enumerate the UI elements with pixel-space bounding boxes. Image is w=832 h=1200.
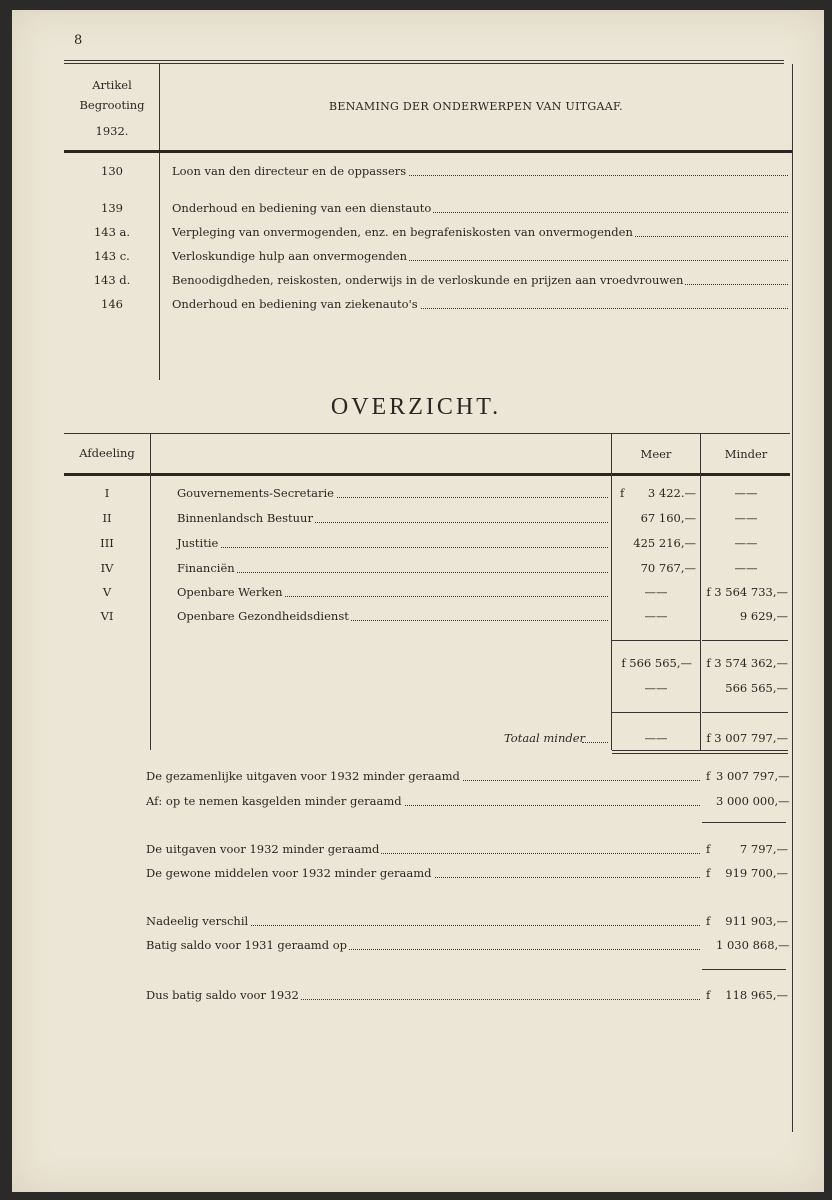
summary-value: 3 007 797,— — [716, 769, 790, 783]
department-col-divider — [150, 434, 151, 750]
subtotal-less: f 3 574 362,— — [706, 656, 788, 670]
less-value: 9 629,— — [739, 609, 788, 623]
summary-text: Batig saldo voor 1931 geraamd op — [146, 938, 348, 952]
offset-more: —— — [644, 681, 668, 695]
more-prefix: f — [620, 486, 625, 500]
total-rule-less — [702, 712, 788, 713]
header-article-line2: Begrooting — [79, 98, 145, 112]
summary-prefix: f — [706, 914, 711, 928]
more-less-col-divider — [700, 434, 701, 750]
article-column-divider — [159, 64, 160, 380]
department-name: Openbare Werken — [177, 585, 283, 599]
department-name: Financiën — [177, 561, 235, 575]
summary-prefix: f — [706, 769, 711, 783]
summary-text: De gezamenlijke uitgaven voor 1932 minder geraamd — [146, 769, 460, 783]
less-value: f 3 564 733,— — [706, 585, 788, 599]
less-value: —— — [734, 486, 758, 500]
department-number: IV — [100, 561, 114, 575]
department-name: Binnenlandsch Bestuur — [177, 511, 313, 525]
department-leader — [185, 572, 608, 573]
department-name: Openbare Gezondheidsdienst — [177, 609, 349, 623]
article-description: Verloskundige hulp aan onvermogenden — [172, 249, 408, 263]
overview-title: OVERZICHT. — [330, 394, 502, 420]
page-number: 8 — [74, 33, 83, 48]
summary-rule-2 — [702, 969, 786, 970]
more-value: 425 216,— — [633, 536, 696, 550]
summary-prefix: f — [706, 842, 711, 856]
header-article-line1: Artikel — [92, 78, 132, 92]
top-rule — [64, 60, 784, 61]
col-less-header: Minder — [724, 447, 768, 461]
overview-header-underline — [64, 473, 790, 476]
article-description: Onderhoud en bediening van een dienstauto — [172, 201, 432, 215]
header-article-line3: 1932. — [95, 124, 129, 138]
col-department-header: Afdeeling — [79, 446, 135, 460]
summary-value: 911 903,— — [716, 914, 788, 928]
article-description: Verpleging van onvermogenden, enz. en begrafeniskosten van onvermogenden — [172, 225, 633, 239]
summary-text: De gewone middelen voor 1932 minder geraamd — [146, 866, 432, 880]
summary-value: 7 797,— — [716, 842, 788, 856]
subtotal-more: f 566 565,— — [621, 656, 692, 670]
offset-less: 566 565,— — [725, 681, 788, 695]
article-description: Onderhoud en bediening van ziekenauto's — [172, 297, 418, 311]
summary-text: Nadeelig verschil — [146, 914, 249, 928]
total-rule-more — [612, 712, 700, 713]
department-name: Justitie — [177, 536, 219, 550]
more-value: 3 422.— — [647, 486, 696, 500]
department-name: Gouvernements-Secretarie — [177, 486, 334, 500]
less-value: —— — [734, 561, 758, 575]
article-number: 146 — [101, 297, 123, 311]
total-underline-2 — [612, 753, 788, 754]
department-leader — [185, 547, 608, 548]
summary-value: 3 000 000,— — [716, 794, 790, 808]
overview-top-rule — [64, 433, 790, 434]
document-page — [12, 10, 824, 1192]
department-number: V — [102, 585, 112, 599]
summary-text: Af: op te nemen kasgelden minder geraamd — [146, 794, 402, 808]
less-value: —— — [734, 511, 758, 525]
total-underline-1 — [612, 750, 788, 751]
department-number: I — [104, 486, 110, 500]
article-description: Loon van den directeur en de oppassers — [172, 164, 407, 178]
more-value: —— — [644, 585, 668, 599]
summary-prefix: f — [706, 866, 711, 880]
department-number: III — [100, 536, 114, 550]
header-description: BENAMING DER ONDERWERPEN VAN UITGAAF. — [329, 100, 623, 113]
subtotal-rule-less — [702, 640, 788, 641]
summary-value: 118 965,— — [716, 988, 788, 1002]
article-number: 130 — [101, 164, 123, 178]
less-value: —— — [734, 536, 758, 550]
summary-text: De uitgaven voor 1932 minder geraamd — [146, 842, 380, 856]
total-more: —— — [644, 731, 668, 745]
summary-prefix: f — [706, 988, 711, 1002]
summary-rule-1 — [702, 822, 786, 823]
total-less: f 3 007 797,— — [706, 731, 788, 745]
summary-text: Dus batig saldo voor 1932 — [146, 988, 299, 1002]
col-more-header: Meer — [640, 447, 672, 461]
subtotal-rule-more — [612, 640, 700, 641]
total-label: Totaal minder — [504, 731, 586, 745]
article-number: 143 d. — [93, 273, 131, 287]
more-value: 70 767,— — [640, 561, 696, 575]
summary-value: 1 030 868,— — [716, 938, 790, 952]
total-leader — [582, 742, 608, 743]
more-value: 67 160,— — [640, 511, 696, 525]
top-rule-2 — [64, 63, 784, 64]
right-margin-line — [792, 64, 793, 1132]
header-underline — [64, 150, 792, 153]
article-description: Benoodigdheden, reiskosten, onderwijs in de verloskunde en prijzen aan vroedvrouwen — [172, 273, 684, 287]
article-number: 143 a. — [93, 225, 131, 239]
article-number: 143 c. — [94, 249, 130, 263]
article-number: 139 — [101, 201, 123, 215]
summary-value: 919 700,— — [716, 866, 788, 880]
department-number: II — [102, 511, 112, 525]
more-value: —— — [644, 609, 668, 623]
department-number: VI — [100, 609, 114, 623]
